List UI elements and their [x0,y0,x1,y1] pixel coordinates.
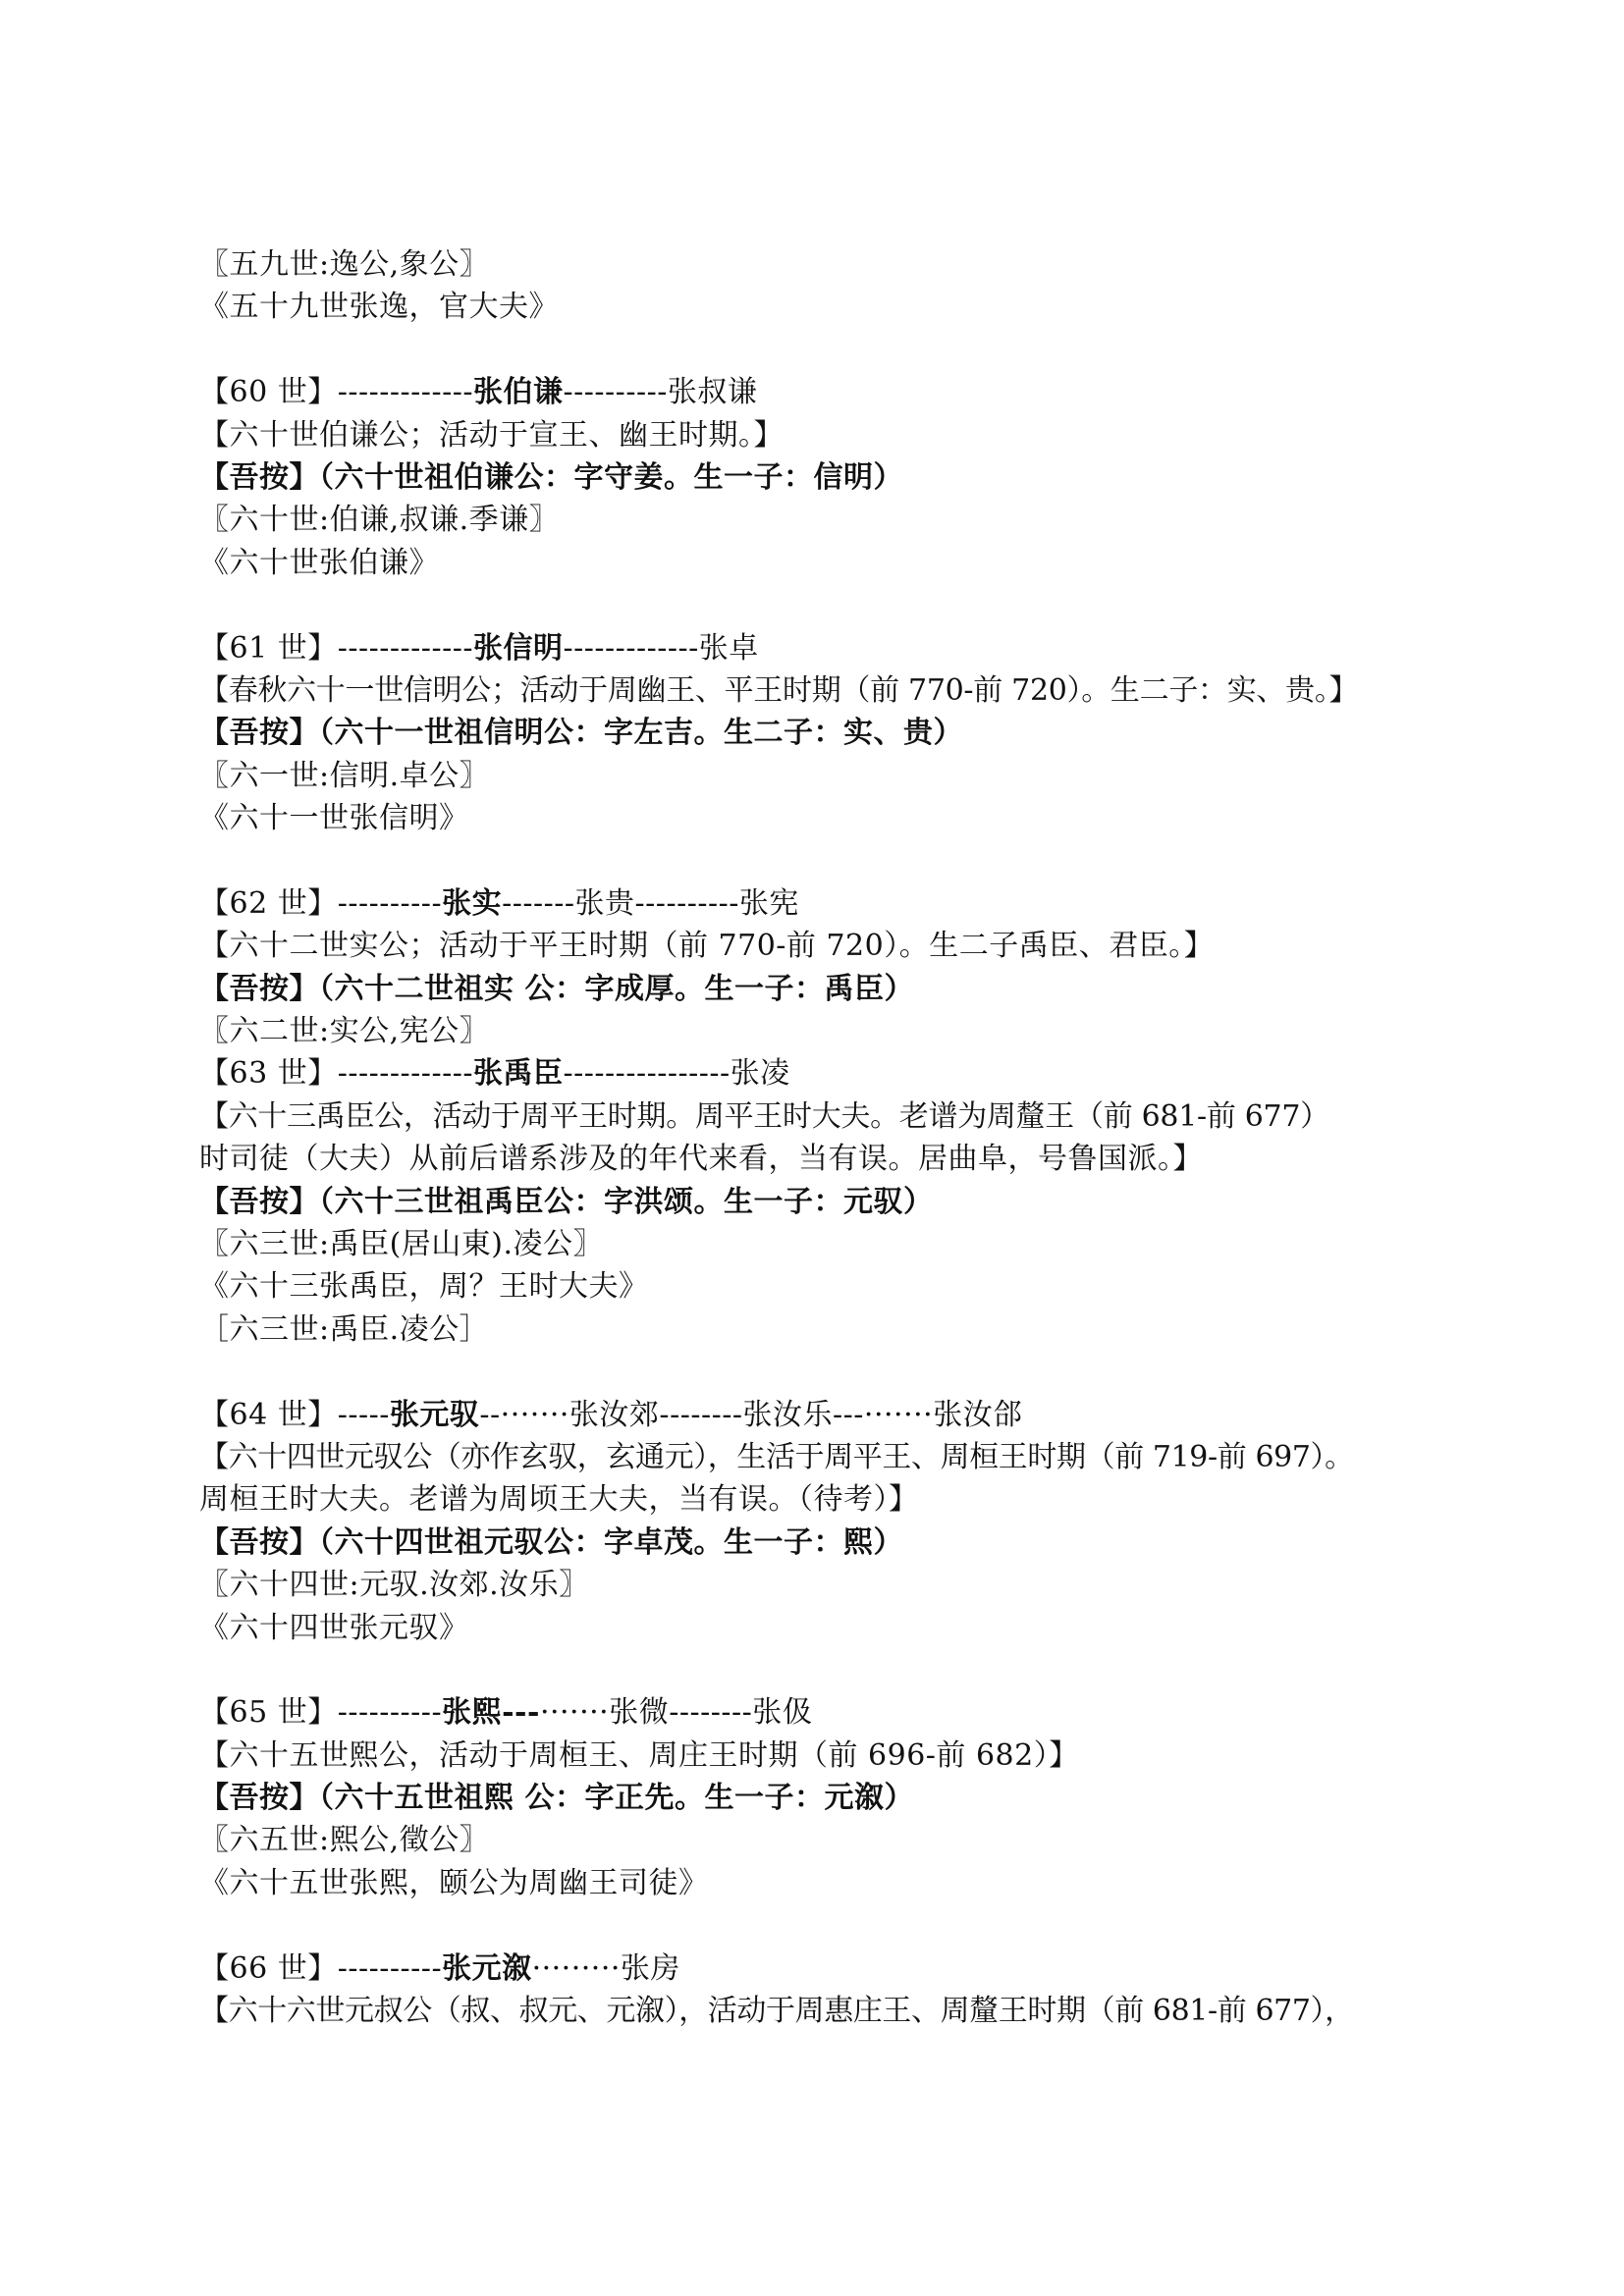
gen64-header-prefix: 【64 世】----- [199,1397,390,1432]
gen63-record-line2: 时司徒（大夫）从前后谱系涉及的年代来看，当有误。居曲阜，号鲁国派。】 [199,1142,1203,1177]
gen63-alt: 〖六三世:禹臣(居山東).凌公〗 [199,1226,604,1261]
gen64-alt: 〖六十四世:元驭.汝郊.汝乐〗 [199,1568,589,1603]
section-gap [199,1351,1476,1393]
gen61-header [199,627,1476,669]
gen60-book: 《六十世张伯谦》 [199,545,439,580]
gen59-alt-line: 〖五九世:逸公,象公〗 [199,247,490,282]
gen60-note: 【吾按】（六十世祖伯谦公：字守姜。生一子：信明） [199,459,903,495]
gen62-record: 【六十二世实公；活动于平王时期（前 770-前 720）。生二子禹臣、君臣。】 [199,929,1215,964]
gen61-note: 【吾按】（六十一世祖信明公：字左吉。生二子：实、贵） [199,716,963,751]
gen59-book-line: 《五十九世张逸，官大夫》 [199,290,559,325]
gen64-header-name: 张元驭 [389,1397,480,1432]
gen65-book: 《六十五世张熙，颐公为周幽王司徒》 [199,1865,709,1900]
section-gap [199,1649,1476,1691]
gen62-alt: 〖六二世:实公,宪公〗 [199,1014,490,1049]
gen63-note: 【吾按】（六十三世祖禹臣公：字洪颂。生一子：元驭） [199,1184,934,1219]
gen63-header-prefix: 【63 世】------------- [199,1056,473,1092]
section-gap [199,839,1476,881]
gen60-header-rest: ----------张叔谦 [563,375,758,410]
gen62-note: 【吾按】（六十二世祖实 公：字成厚。生一子：禹臣） [199,971,914,1006]
gen61-record: 【春秋六十一世信明公；活动于周幽王、平王时期（前 770-前 720）。生二子：实、贵。】 [199,672,1359,708]
gen66-header-rest: ·········张房 [531,1950,680,1986]
gen66-header [199,1948,1476,1990]
section-gap [199,329,1476,371]
gen63-alt-2: ［六三世:禹臣.凌公］ [199,1311,490,1347]
gen64-header [199,1394,1476,1436]
gen62-header [199,882,1476,925]
gen65-alt: 〖六五世:熙公,徵公〗 [199,1823,490,1858]
section-gap [199,584,1476,626]
gen64-header-rest: --·······张汝郊--------张汝乐---·······张汝郃 [479,1397,1023,1432]
gen62-header-rest: -------张贵----------张宪 [502,885,799,921]
gen66-record: 【六十六世元叔公（叔、叔元、元溆），活动于周惠庄王、周釐王时期（前 681-前 677）， [199,1994,1354,2029]
gen60-record: 【六十世伯谦公；活动于宣王、幽王时期。】 [199,417,784,453]
gen65-note: 【吾按】（六十五世祖熙 公：字正先。生一子：元溆） [199,1781,914,1816]
gen62-header-prefix: 【62 世】---------- [199,885,443,921]
gen63-header [199,1052,1476,1095]
gen64-note: 【吾按】（六十四世祖元驭公：字卓茂。生一子：熙） [199,1524,903,1560]
gen65-header-rest: ·······张微--------张伋 [539,1695,813,1731]
gen63-book: 《六十三张禹臣，周？王时大夫》 [199,1269,649,1305]
gen61-alt: 〖六一世:信明.卓公〗 [199,758,490,793]
gen60-header-name: 张伯谦 [473,375,564,410]
gen65-header [199,1691,1476,1734]
gen66-header-name: 张元溆 [442,1950,532,1986]
gen61-book: 《六十一世张信明》 [199,801,469,836]
gen61-header-prefix: 【61 世】------------- [199,630,473,666]
gen63-header-rest: ----------------张凌 [563,1056,790,1092]
gen61-header-name: 张信明 [473,630,564,666]
gen65-record: 【六十五世熙公，活动于周桓王、周庄王时期（前 696-前 682）】 [199,1737,1079,1773]
gen63-header-name: 张禹臣 [473,1056,564,1092]
gen64-book: 《六十四世张元驭》 [199,1610,469,1645]
section-gap [199,1904,1476,1947]
gen66-header-prefix: 【66 世】---------- [199,1950,443,1986]
genealogy-text [199,243,1476,2032]
gen63-record-line1: 【六十三禹臣公，活动于周平王时期。周平王时大夫。老谱为周釐王（前 681-前 677） [199,1098,1329,1134]
gen61-header-rest: -------------张卓 [563,630,759,666]
gen62-header-name: 张实 [442,885,503,921]
gen60-alt: 〖六十世:伯谦,叔谦.季谦〗 [199,503,560,538]
gen65-header-prefix: 【65 世】---------- [199,1695,443,1731]
gen60-header [199,371,1476,413]
gen64-record-line2: 周桓王时大夫。老谱为周顷王大夫，当有误。（待考）】 [199,1482,919,1518]
gen60-header-prefix: 【60 世】------------- [199,375,473,410]
gen65-header-name: 张熙--- [442,1695,540,1731]
gen64-record-line1: 【六十四世元驭公（亦作玄驭，玄通元），生活于周平王、周桓王时期（前 719-前 697）。 [199,1439,1354,1474]
